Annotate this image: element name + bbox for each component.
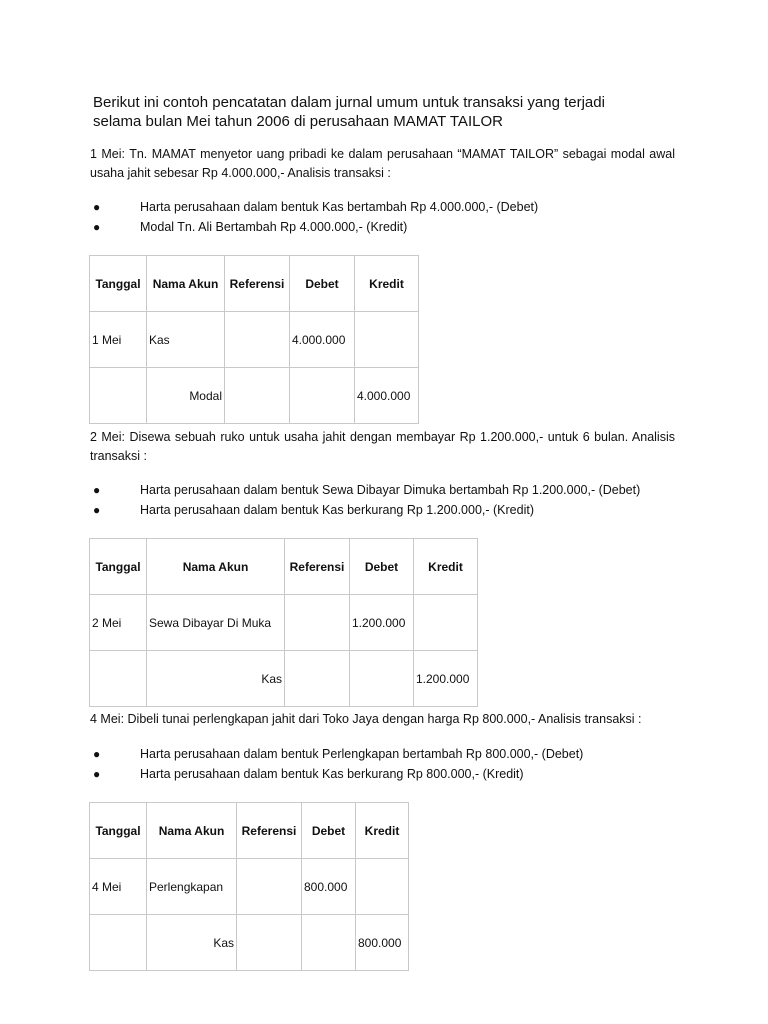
cell-debet: 800.000: [302, 859, 356, 915]
header-nama-akun: Nama Akun: [147, 803, 237, 859]
header-kredit: Kredit: [355, 256, 419, 312]
table-row: [90, 368, 419, 424]
cell-debet: [290, 368, 355, 424]
cell-ref: [285, 651, 350, 707]
cell-debet: [302, 915, 356, 971]
table-header-row: [90, 539, 478, 595]
cell-debet: [350, 651, 414, 707]
list-item: ● Harta perusahaan dalam bentuk Perlengkapan bertambah Rp 800.000,- (Debet): [90, 744, 690, 764]
header-tanggal: Tanggal: [90, 539, 147, 595]
cell-kredit: 800.000: [356, 915, 409, 971]
header-nama-akun: Nama Akun: [147, 256, 225, 312]
bullet-icon: ●: [93, 503, 101, 517]
header-referensi: Referensi: [285, 539, 350, 595]
table-row: [90, 312, 419, 368]
header-nama-akun: Nama Akun: [147, 539, 285, 595]
cell-kredit: [414, 595, 478, 651]
cell-tanggal: 2 Mei: [90, 595, 147, 651]
cell-tanggal: [90, 915, 147, 971]
header-debet: Debet: [350, 539, 414, 595]
list-item: ● Harta perusahaan dalam bentuk Sewa Dibayar Dimuka bertambah Rp 1.200.000,- (Debet): [90, 480, 690, 500]
intro-paragraph: Berikut ini contoh pencatatan dalam jurnal umum untuk transaksi yang terjadi selama bulan Mei tahun 2006 di perusahaan MAMAT TAILOR: [93, 94, 605, 130]
table-row: [90, 859, 409, 915]
journal-table: [89, 538, 478, 707]
cell-akun: Kas: [147, 915, 237, 971]
journal-table: [89, 802, 409, 971]
cell-tanggal: [90, 651, 147, 707]
cell-akun: Kas: [147, 312, 225, 368]
transaction-description: 1 Mei: Tn. MAMAT menyetor uang pribadi ke dalam perusahaan “MAMAT TAILOR” sebagai modal awal usaha jahit sebesar Rp 4.000.000,- Analisis transaksi :: [90, 147, 675, 180]
transaction-description: 4 Mei: Dibeli tunai perlengkapan jahit dari Toko Jaya dengan harga Rp 800.000,- Analisis transaksi :: [90, 712, 642, 726]
cell-akun: Modal: [147, 368, 225, 424]
table-header-row: [90, 256, 419, 312]
transaction-description: 2 Mei: Disewa sebuah ruko untuk usaha jahit dengan membayar Rp 1.200.000,- untuk 6 bulan. Analisis transaksi :: [90, 430, 675, 463]
bullet-icon: ●: [93, 483, 101, 497]
cell-kredit: 1.200.000: [414, 651, 478, 707]
cell-ref: [237, 859, 302, 915]
cell-tanggal: 1 Mei: [90, 312, 147, 368]
cell-tanggal: [90, 368, 147, 424]
cell-akun: Sewa Dibayar Di Muka: [147, 595, 285, 651]
table-header-row: [90, 803, 409, 859]
bullet-icon: ●: [93, 220, 101, 234]
header-debet: Debet: [302, 803, 356, 859]
cell-debet: 4.000.000: [290, 312, 355, 368]
cell-akun: Perlengkapan: [147, 859, 237, 915]
cell-ref: [237, 915, 302, 971]
cell-debet: 1.200.000: [350, 595, 414, 651]
header-kredit: Kredit: [414, 539, 478, 595]
cell-kredit: 4.000.000: [355, 368, 419, 424]
analysis-list: [90, 744, 690, 784]
cell-akun: Kas: [147, 651, 285, 707]
bullet-icon: ●: [93, 767, 101, 781]
cell-ref: [225, 368, 290, 424]
bullet-icon: ●: [93, 747, 101, 761]
cell-kredit: [356, 859, 409, 915]
header-debet: Debet: [290, 256, 355, 312]
cell-kredit: [355, 312, 419, 368]
journal-table: [89, 255, 419, 424]
analysis-list: [90, 197, 690, 237]
cell-tanggal: 4 Mei: [90, 859, 147, 915]
list-item: ● Harta perusahaan dalam bentuk Kas berkurang Rp 800.000,- (Kredit): [90, 764, 690, 784]
header-kredit: Kredit: [356, 803, 409, 859]
header-referensi: Referensi: [237, 803, 302, 859]
analysis-list: [90, 480, 690, 520]
header-tanggal: Tanggal: [90, 256, 147, 312]
cell-ref: [225, 312, 290, 368]
table-row: [90, 915, 409, 971]
header-tanggal: Tanggal: [90, 803, 147, 859]
header-referensi: Referensi: [225, 256, 290, 312]
list-item: ● Harta perusahaan dalam bentuk Kas berkurang Rp 1.200.000,- (Kredit): [90, 500, 690, 520]
cell-ref: [285, 595, 350, 651]
bullet-icon: ●: [93, 200, 101, 214]
list-item: ● Harta perusahaan dalam bentuk Kas bertambah Rp 4.000.000,- (Debet): [90, 197, 690, 217]
list-item: ● Modal Tn. Ali Bertambah Rp 4.000.000,- (Kredit): [90, 217, 690, 237]
table-row: [90, 595, 478, 651]
table-row: [90, 651, 478, 707]
